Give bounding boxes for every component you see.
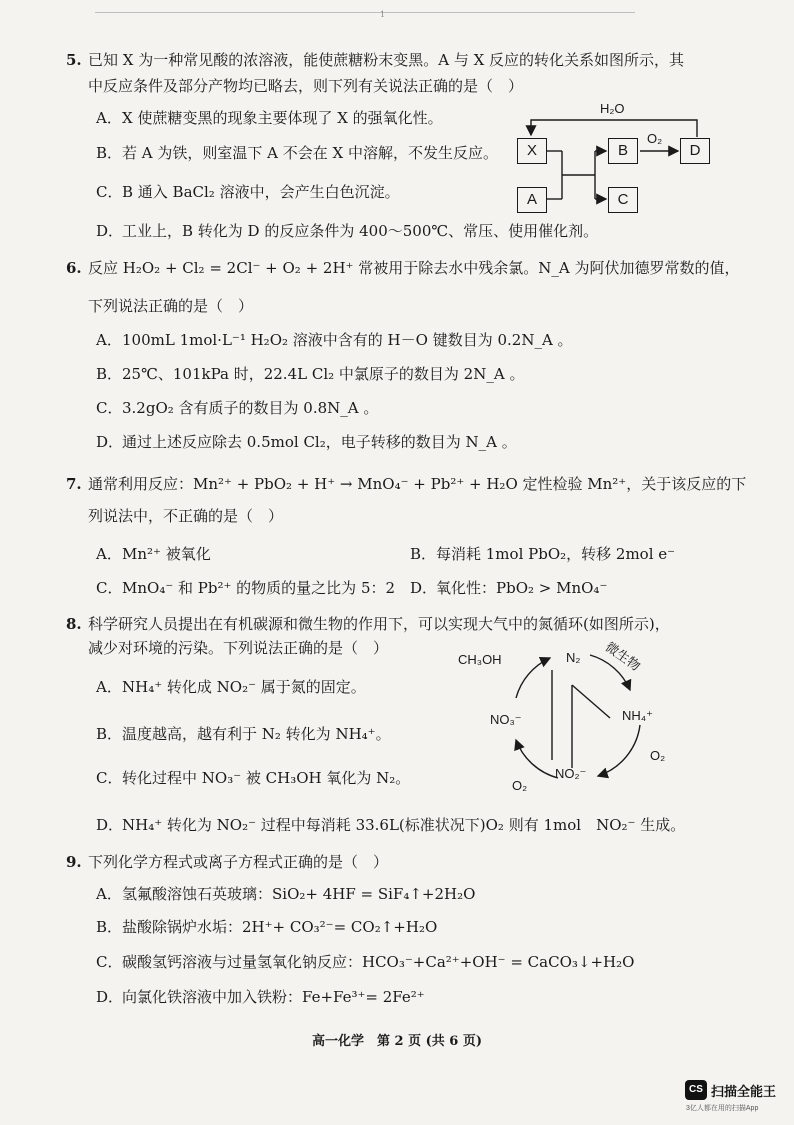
q5-stem2: 中反应条件及部分产物均已略去，则下列有关说法正确的是（ ） (88, 77, 524, 95)
q7-option-a: A．Mn²⁺ 被氧化 (96, 545, 211, 563)
q6-stem1: 反应 H₂O₂ + Cl₂ = 2Cl⁻ + O₂ + 2H⁺ 常被用于除去水中残余氯。N_A 为阿伏加德罗常数的值， (88, 259, 740, 277)
camscanner-logo-icon: CS (685, 1080, 707, 1100)
q5-box-x: X (517, 138, 547, 164)
q9-stem1: 下列化学方程式或离子方程式正确的是（ ） (88, 853, 389, 871)
q8-option-d: D．NH₄⁺ 转化为 NO₂⁻ 过程中每消耗 33.6L(标准状况下)O₂ 则有 1mol NO₂⁻ 生成。 (96, 816, 686, 834)
q7-option-b: B．每消耗 1mol PbO₂，转移 2mol e⁻ (410, 545, 676, 563)
q8-option-a: A．NH₄⁺ 转化成 NO₂⁻ 属于氮的固定。 (96, 678, 366, 696)
q5-option-a: A．X 使蔗糖变黑的现象主要体现了 X 的强氧化性。 (96, 109, 443, 127)
q5-option-d: D．工业上，B 转化为 D 的反应条件为 400～500℃、常压、使用催化剂。 (96, 222, 599, 240)
q5-stem-line1 (66, 50, 684, 70)
q8-o2-bottom-label: O₂ (512, 778, 528, 793)
q8-stem-line1 (66, 614, 670, 634)
q7-stem-line1 (66, 474, 746, 494)
q5-o2-label: O₂ (647, 131, 663, 146)
q5-number: 5. (66, 51, 82, 69)
q5-option-b: B．若 A 为铁，则室温下 A 不会在 X 中溶解，不发生反应。 (96, 144, 498, 162)
q6-option-a: A．100mL 1mol·L⁻¹ H₂O₂ 溶液中含有的 H－O 键数目为 0.2N_A 。 (96, 331, 573, 349)
q8-stem2: 减少对环境的污染。下列说法正确的是（ ） (88, 639, 389, 657)
q8-no3-label: NO₃⁻ (490, 712, 522, 727)
page-footer: 高一化学 第 2 页 (共 6 页) (311, 1034, 483, 1049)
q8-option-c: C．转化过程中 NO₃⁻ 被 CH₃OH 氧化为 N₂。 (96, 769, 411, 787)
top-rule (95, 12, 635, 13)
q7-number: 7. (66, 475, 82, 493)
q7-option-c: C．MnO₄⁻ 和 Pb²⁺ 的物质的量之比为 5：2 (96, 579, 396, 597)
q5-box-c: C (608, 187, 638, 213)
camscanner-title: 扫描全能王 (711, 1084, 777, 1099)
q9-option-a: A．氢氟酸溶蚀石英玻璃：SiO₂+ 4HF = SiF₄↑+2H₂O (96, 885, 476, 903)
q8-number: 8. (66, 615, 82, 633)
q6-option-d: D．通过上述反应除去 0.5mol Cl₂，电子转移的数目为 N_A 。 (96, 433, 517, 451)
q5-box-a: A (517, 187, 547, 213)
q8-microbe-label: 微生物 (602, 639, 643, 675)
q6-stem2: 下列说法正确的是（ ） (88, 297, 254, 315)
q9-option-d: D．向氯化铁溶液中加入铁粉：Fe+Fe³⁺= 2Fe²⁺ (96, 988, 425, 1006)
q8-no2-label: NO₂⁻ (555, 766, 587, 781)
page-tick: 1 (380, 10, 386, 19)
q5-stem1: 已知 X 为一种常见酸的浓溶液，能使蔗糖粉末变黑。A 与 X 反应的转化关系如图所示，其 (88, 51, 685, 69)
q8-option-b: B．温度越高，越有利于 N₂ 转化为 NH₄⁺。 (96, 725, 391, 743)
q6-number: 6. (66, 259, 82, 277)
camscanner-subtitle: 3亿人都在用的扫描App (686, 1105, 759, 1112)
q7-option-d: D．氧化性：PbO₂ > MnO₄⁻ (410, 579, 608, 597)
q8-n2-label: N₂ (566, 650, 581, 665)
q9-option-b: B．盐酸除锅炉水垢：2H⁺+ CO₃²⁻= CO₂↑+H₂O (96, 918, 438, 936)
q5-option-c: C．B 通入 BaCl₂ 溶液中，会产生白色沉淀。 (96, 183, 400, 201)
q6-option-c: C．3.2gO₂ 含有质子的数目为 0.8N_A 。 (96, 399, 379, 417)
q6-option-b: B．25℃、101kPa 时，22.4L Cl₂ 中氯原子的数目为 2N_A 。 (96, 365, 525, 383)
q8-nh4-label: NH₄⁺ (622, 708, 653, 723)
q5-h2o-label: H₂O (600, 101, 625, 116)
q7-stem1: 通常利用反应：Mn²⁺ + PbO₂ + H⁺ → MnO₄⁻ + Pb²⁺ + H₂O 定性检验 Mn²⁺，关于该反应的下 (88, 475, 747, 493)
q9-option-c: C．碳酸氢钙溶液与过量氢氧化钠反应：HCO₃⁻+Ca²⁺+OH⁻ = CaCO₃↓+H₂O (96, 953, 635, 971)
q5-box-b: B (608, 138, 638, 164)
q5-box-d: D (680, 138, 710, 164)
q9-number: 9. (66, 853, 82, 871)
q7-stem2: 列说法中，不正确的是（ ） (88, 507, 284, 525)
q6-stem-line1 (66, 258, 739, 278)
q8-o2-right-label: O₂ (650, 748, 666, 763)
q9-stem-line1 (66, 852, 388, 872)
q8-ch3oh-label: CH₃OH (458, 652, 502, 667)
q8-stem1: 科学研究人员提出在有机碳源和微生物的作用下，可以实现大气中的氮循环(如图所示)， (88, 615, 670, 633)
